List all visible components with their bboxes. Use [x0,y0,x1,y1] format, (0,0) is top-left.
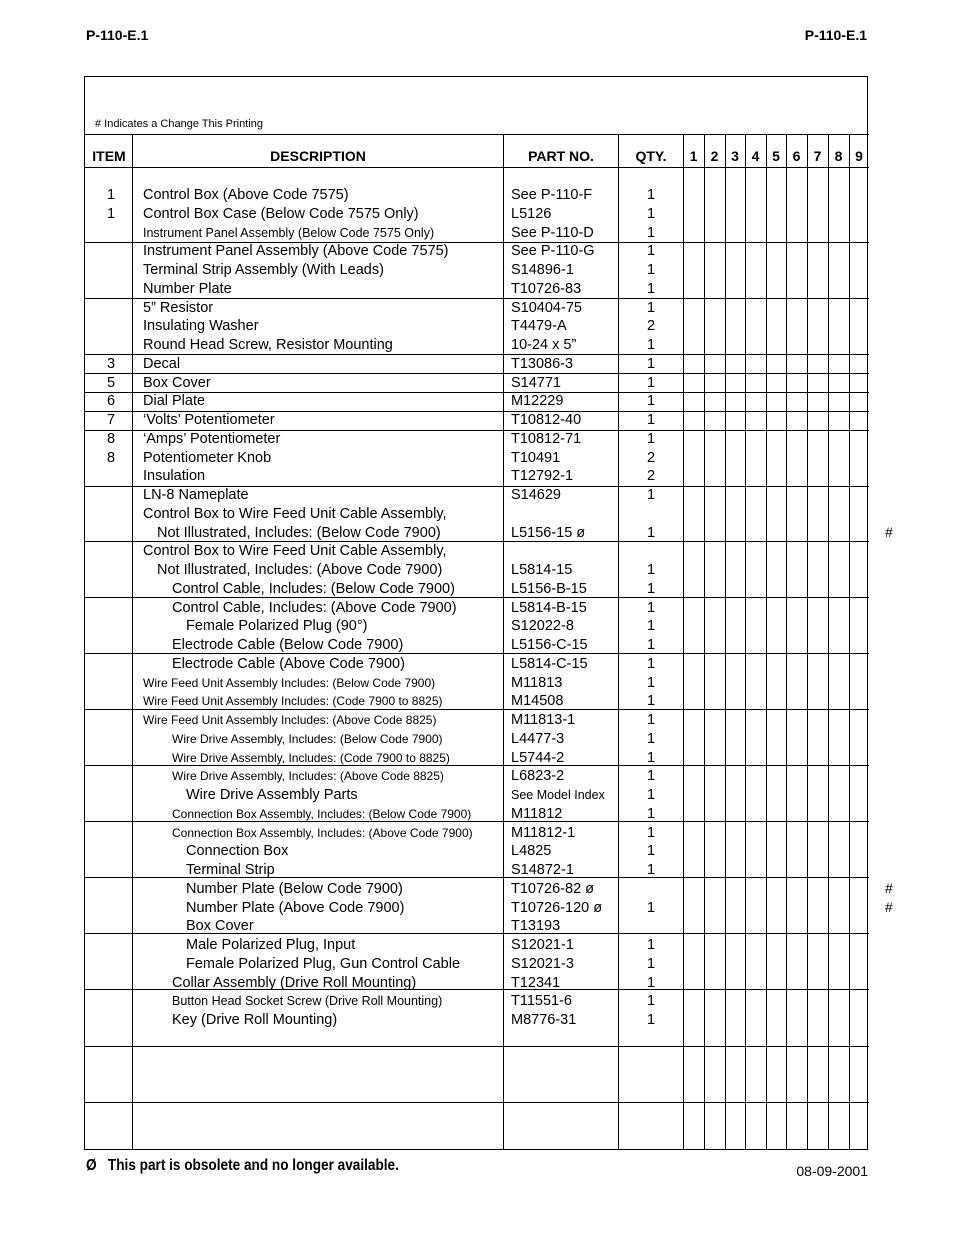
item-number: 7 [106,412,116,428]
part-number: L5814-15 [511,562,573,578]
part-description: Connection Box Assembly, Includes: (Above Code 7900) [172,825,473,840]
part-number: T10726-82 ø [511,880,595,897]
part-description: Insulation [143,468,206,485]
col-header-qty: QTY. [635,148,667,164]
part-description: Electrode Cable (Below Code 7900) [172,637,404,653]
part-number: See P-110-F [511,187,593,203]
part-number: S14872-1 [511,862,574,878]
part-description: Wire Feed Unit Assembly Includes: (Below Code 7900) [143,675,436,690]
col-header-number: 3 [731,148,739,164]
col-header-description: DESCRIPTION [270,148,366,164]
column-divider [849,134,850,1150]
part-number: L5744-2 [511,749,565,766]
quantity: 1 [646,205,656,222]
part-description: Control Box to Wire Feed Unit Cable Assembly, [143,543,447,560]
part-number: M11812 [511,805,563,822]
part-number: M11813 [511,674,563,691]
row-divider [84,1046,869,1047]
part-description: Number Plate [143,280,232,297]
column-divider [745,134,746,1150]
part-number: M12229 [511,393,564,410]
part-description: Instrument Panel Assembly (Below Code 7575 Only) [143,225,435,240]
part-description: 5” Resistor [143,299,214,316]
part-number: S14896-1 [511,262,574,278]
part-description: Potentiometer Knob [143,449,272,466]
part-number: S12022-8 [511,618,574,635]
quantity: 1 [646,674,656,691]
part-number: T10812-40 [511,412,582,428]
part-description: LN-8 Nameplate [143,487,249,503]
change-marker: # [885,879,893,896]
part-description: Control Box to Wire Feed Unit Cable Assembly, [143,505,447,522]
part-number: T13193 [511,918,561,935]
part-description: Wire Drive Assembly, Includes: (Above Code 8825) [172,769,444,784]
page-code-left: P-110-E.1 [86,27,149,43]
part-number: T12341 [511,974,561,991]
part-number: L4825 [511,843,552,860]
part-description: Control Cable, Includes: (Below Code 7900) [172,580,455,597]
quantity: 1 [646,787,656,803]
part-description: Control Box (Above Code 7575) [143,187,349,203]
quantity: 1 [646,580,656,597]
part-description: Number Plate (Above Code 7900) [186,899,405,916]
quantity: 1 [646,524,656,541]
row-divider [84,134,869,135]
part-number: L5126 [511,205,552,222]
quantity: 1 [646,355,656,372]
quantity: 1 [646,299,656,316]
part-description: Wire Drive Assembly Parts [186,787,358,803]
quantity: 1 [646,1012,656,1028]
change-marker: # [885,898,893,915]
part-number: 10-24 x 5” [511,337,577,353]
quantity: 2 [646,449,656,466]
quantity: 1 [646,262,656,278]
part-number: See P-110-D [511,224,594,241]
quantity: 1 [646,974,656,991]
part-description: Connection Box Assembly, Includes: (Below Code 7900) [172,806,472,821]
quantity: 1 [646,618,656,635]
row-divider [84,354,869,355]
col-header-item: ITEM [92,148,126,164]
part-number: S12021-1 [511,937,574,953]
col-header-part: PART NO. [528,148,594,164]
quantity: 1 [646,805,656,822]
part-number: M11812-1 [511,824,576,841]
quantity: 1 [646,843,656,860]
col-header-number: 9 [855,148,863,164]
part-description: Number Plate (Below Code 7900) [186,880,403,897]
part-description: Collar Assembly (Drive Roll Mounting) [172,974,417,991]
part-number: L5814-B-15 [511,599,587,616]
part-description: Round Head Screw, Resistor Mounting [143,337,393,353]
col-header-number: 7 [813,148,822,164]
column-divider [725,134,726,1150]
row-divider [84,1102,869,1103]
item-number: 8 [106,430,116,447]
quantity: 1 [646,187,656,203]
part-description: Instrument Panel Assembly (Above Code 7575) [143,243,449,260]
quantity: 1 [646,730,656,747]
part-description: Wire Drive Assembly, Includes: (Below Code 7900) [172,731,443,746]
part-number: S12021-3 [511,955,574,972]
part-description: Wire Drive Assembly, Includes: (Code 7900 to 8825) [172,750,450,765]
item-number: 3 [106,355,116,372]
quantity: 1 [646,693,656,710]
quantity: 1 [646,487,656,503]
part-number: S10404-75 [511,299,582,316]
item-number: 5 [106,374,116,391]
quantity: 1 [646,768,656,785]
part-description: Terminal Strip Assembly (With Leads) [143,262,384,278]
col-header-number: 8 [834,148,843,164]
quantity: 1 [646,599,656,616]
item-number: 1 [106,205,116,222]
quantity: 1 [646,337,656,353]
part-description: Not Illustrated, Includes: (Above Code 7900) [157,562,443,578]
page-code-right: P-110-E.1 [804,27,867,43]
column-divider [704,134,705,1150]
quantity: 1 [646,862,656,878]
obsolete-symbol: Ø [86,1157,97,1174]
part-number: T10726-83 [511,280,582,297]
part-description: ‘Amps’ Potentiometer [143,430,281,447]
part-description: Male Polarized Plug, Input [186,937,356,953]
part-description: Electrode Cable (Above Code 7900) [172,655,405,672]
item-number: 1 [106,187,116,203]
part-description: Female Polarized Plug, Gun Control Cable [186,955,461,972]
col-header-number: 1 [689,148,698,164]
quantity: 1 [646,393,656,410]
part-number: T10726-120 ø [511,899,603,916]
part-number: L6823-2 [511,768,565,785]
part-description: Box Cover [143,374,211,391]
part-description: Control Cable, Includes: (Above Code 7900) [172,599,457,616]
quantity: 1 [646,955,656,972]
quantity: 1 [646,937,656,953]
quantity: 1 [646,412,656,428]
column-divider [132,134,133,1150]
col-header-number: 6 [792,148,801,164]
part-number: T10812-71 [511,430,582,447]
part-description: Connection Box [186,843,289,860]
part-number: T12792-1 [511,468,574,485]
quantity: 1 [646,224,656,241]
part-number: See Model Index [511,788,605,802]
part-number: L5156-C-15 [511,637,588,653]
quantity: 1 [646,655,656,672]
change-note: # Indicates a Change This Printing [95,118,263,130]
part-description: Box Cover [186,918,254,935]
quantity: 1 [646,993,656,1010]
part-number: T10491 [511,449,561,466]
part-number: T13086-3 [511,355,574,372]
quantity: 2 [646,318,656,335]
part-description: Dial Plate [143,393,206,410]
part-description: Decal [143,355,181,372]
item-number: 6 [106,393,116,410]
part-number: L5156-B-15 [511,580,587,597]
column-divider [786,134,787,1150]
part-description: ‘Volts’ Potentiometer [143,412,275,428]
part-number: T4479-A [511,318,567,335]
part-number: L5814-C-15 [511,655,588,672]
part-number: M8776-31 [511,1012,577,1028]
part-description: Wire Feed Unit Assembly Includes: (Code 7900 to 8825) [143,694,443,709]
obsolete-note [86,1157,399,1175]
part-description: Button Head Socket Screw (Drive Roll Mounting) [172,994,443,1009]
quantity: 1 [646,562,656,578]
row-divider [84,167,869,168]
part-number: M11813-1 [511,712,576,728]
part-description: Control Box Case (Below Code 7575 Only) [143,205,419,222]
quantity: 1 [646,430,656,447]
quantity: 1 [646,712,656,728]
quantity: 1 [646,243,656,260]
part-number: S14629 [511,487,561,503]
col-header-number: 5 [772,148,780,164]
obsolete-text: This part is obsolete and no longer available. [107,1157,399,1174]
change-marker: # [885,523,893,540]
quantity: 1 [646,280,656,297]
quantity: 1 [646,749,656,766]
column-divider [807,134,808,1150]
part-description: Wire Feed Unit Assembly Includes: (Above Code 8825) [143,713,437,727]
column-divider [683,134,684,1150]
quantity: 1 [646,824,656,841]
part-description: Insulating Washer [143,318,259,335]
part-description: Terminal Strip [186,862,275,878]
part-number: S14771 [511,374,561,391]
part-description: Key (Drive Roll Mounting) [172,1012,338,1028]
item-number: 8 [106,449,116,466]
column-divider [828,134,829,1150]
col-header-number: 2 [710,148,719,164]
part-number: See P-110-G [511,243,595,260]
quantity: 2 [646,468,656,485]
quantity: 1 [646,374,656,391]
column-divider [503,134,504,1150]
part-description: Not Illustrated, Includes: (Below Code 7900) [157,524,441,541]
quantity: 1 [646,637,656,653]
part-description: Female Polarized Plug (90°) [186,618,368,635]
part-number: L4477-3 [511,730,565,747]
column-divider [766,134,767,1150]
part-number: T11551-6 [511,993,572,1010]
print-date: 08-09-2001 [796,1163,868,1179]
col-header-number: 4 [751,148,760,164]
part-number: M14508 [511,693,564,710]
quantity: 1 [646,899,656,916]
part-number: L5156-15 ø [511,524,586,541]
